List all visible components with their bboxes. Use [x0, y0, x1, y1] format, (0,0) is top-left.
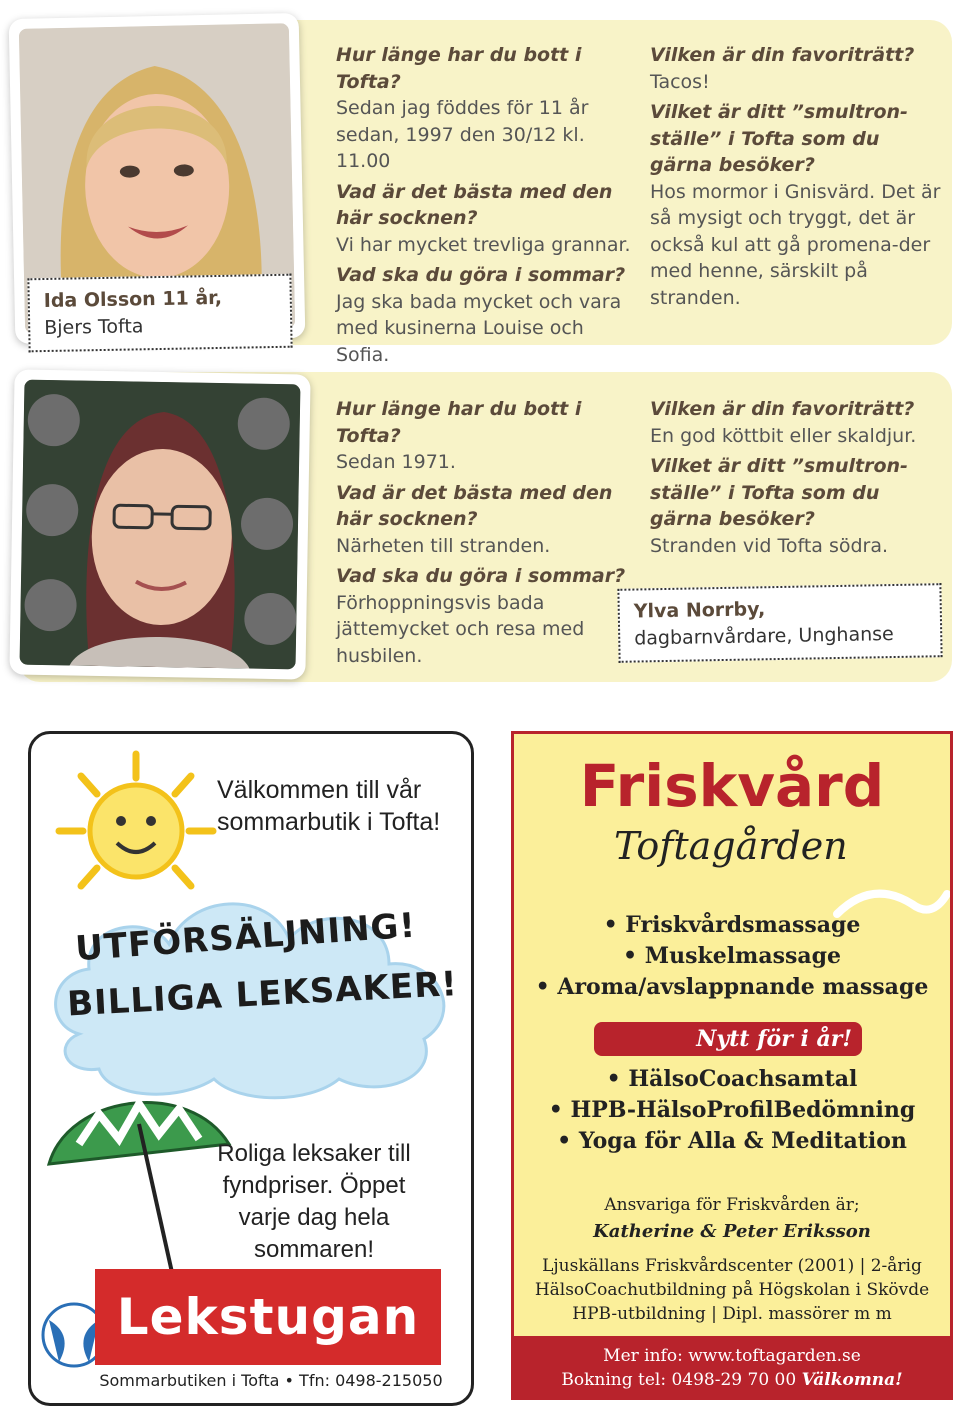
- responsible-label: Ansvariga för Friskvården är;: [604, 1195, 860, 1215]
- credential-line: HPB-utbildning | Dipl. massörer m m: [572, 1304, 892, 1324]
- question: Vilket är ditt ”smultron-ställe” i Tofta som du gärna besöker?: [650, 455, 908, 530]
- lekstugan-ad: [28, 731, 474, 1406]
- friskvard-title: Friskvård: [579, 752, 885, 820]
- question: Hur länge har du bott i Tofta?: [336, 398, 582, 447]
- booking-welcome: Välkomna!: [801, 1370, 903, 1390]
- lekstugan-headline-2: BILLIGA LEKSAKER!: [66, 964, 459, 1025]
- friskvard-responsible: [514, 1192, 950, 1246]
- person-place: Bjers Tofta: [44, 315, 144, 340]
- friskvard-credentials: [514, 1254, 950, 1326]
- answer: Tacos!: [650, 70, 710, 93]
- service-item: • HälsoCoachsamtal: [606, 1066, 858, 1092]
- credential-line: Ljuskällans Friskvårdscenter (2001) | 2-årig: [542, 1256, 922, 1276]
- lekstugan-brand-banner: [95, 1269, 441, 1365]
- answer: Hos mormor i Gnisvärd. Det är så mysigt och tryggt, det är också kul att gå promena-der med henne, särskilt på stranden.: [650, 180, 941, 309]
- question: Vad är det bästa med den här socknen?: [336, 481, 613, 530]
- answer: Närheten till stranden.: [336, 534, 551, 557]
- name-tag-2: [617, 583, 942, 663]
- service-item: • Friskvårdsmassage: [603, 912, 861, 938]
- name-tag-1: [27, 274, 292, 353]
- service-item: • HPB-HälsoProfilBedömning: [548, 1097, 916, 1123]
- question: Vad ska du göra i sommar?: [336, 264, 626, 286]
- interview-1-column-left: [336, 42, 632, 372]
- answer: Sedan 1971.: [336, 451, 456, 473]
- service-item: • Aroma/avslappnande massage: [535, 974, 929, 1000]
- booking-line: [514, 1368, 950, 1392]
- question: Vilken är din favoriträtt?: [650, 44, 915, 66]
- answer: Stranden vid Tofta södra.: [650, 534, 889, 557]
- friskvard-new-services: [514, 1064, 950, 1157]
- lekstugan-headline-1: UTFÖRSÄLJNING!: [74, 905, 418, 970]
- answer: Jag ska bada mycket och vara med kusinerna Louise och Sofia.: [336, 290, 622, 366]
- interview-2-column-left: [336, 396, 632, 673]
- person-name: Ida Olsson 11 år,: [43, 286, 223, 313]
- service-item: • Muskelmassage: [623, 943, 841, 969]
- answer: Förhoppningsvis bada jättemycket och resa med husbilen.: [336, 591, 585, 667]
- interview-1-column-right: [650, 42, 942, 315]
- photo-frame-2: [9, 369, 310, 679]
- info-line: Mer info: www.toftagarden.se: [603, 1346, 861, 1366]
- portrait-photo-ylva: [20, 380, 301, 670]
- new-label-banner: [594, 1022, 862, 1056]
- person-name: Ylva Norrby,: [633, 598, 766, 623]
- question: Vad ska du göra i sommar?: [336, 565, 626, 587]
- lekstugan-brand: Lekstugan: [116, 1288, 420, 1346]
- new-label: Nytt för i år!: [696, 1026, 852, 1052]
- friskvard-contact-bar: [514, 1336, 950, 1400]
- interview-2-column-right: [650, 396, 942, 563]
- responsible-names: Katherine & Peter Eriksson: [593, 1221, 871, 1242]
- question: Vilket är ditt ”smultron-ställe” i Tofta som du gärna besöker?: [650, 101, 908, 176]
- question: Vilken är din favoriträtt?: [650, 398, 915, 420]
- answer: Vi har mycket trevliga grannar.: [336, 233, 631, 256]
- lekstugan-body: Roliga leksaker till fyndpriser. Öppet varje dag hela sommaren!: [217, 1140, 411, 1263]
- friskvard-services: [514, 910, 950, 1003]
- question: Hur länge har du bott i Tofta?: [336, 44, 582, 93]
- service-item: • Yoga för Alla & Meditation: [557, 1128, 907, 1154]
- answer: Sedan jag föddes för 11 år sedan, 1997 den 30/12 kl. 11.00: [336, 97, 589, 172]
- booking-phone: Bokning tel: 0498-29 70 00: [561, 1370, 797, 1390]
- person-place: dagbarnvårdare, Unghanse: [634, 623, 894, 650]
- question: Vad är det bästa med den här socknen?: [336, 180, 613, 229]
- answer: En god köttbit eller skaldjur.: [650, 424, 917, 447]
- credential-line: HälsoCoachutbildning på Högskolan i Skövde: [534, 1280, 930, 1300]
- friskvard-subtitle: Toftagården: [614, 824, 848, 868]
- lekstugan-footer: Sommarbutiken i Tofta • Tfn: 0498-215050: [99, 1371, 443, 1390]
- friskvard-ad: [511, 731, 953, 1400]
- lekstugan-welcome: Välkommen till vår sommarbutik i Tofta!: [217, 776, 441, 836]
